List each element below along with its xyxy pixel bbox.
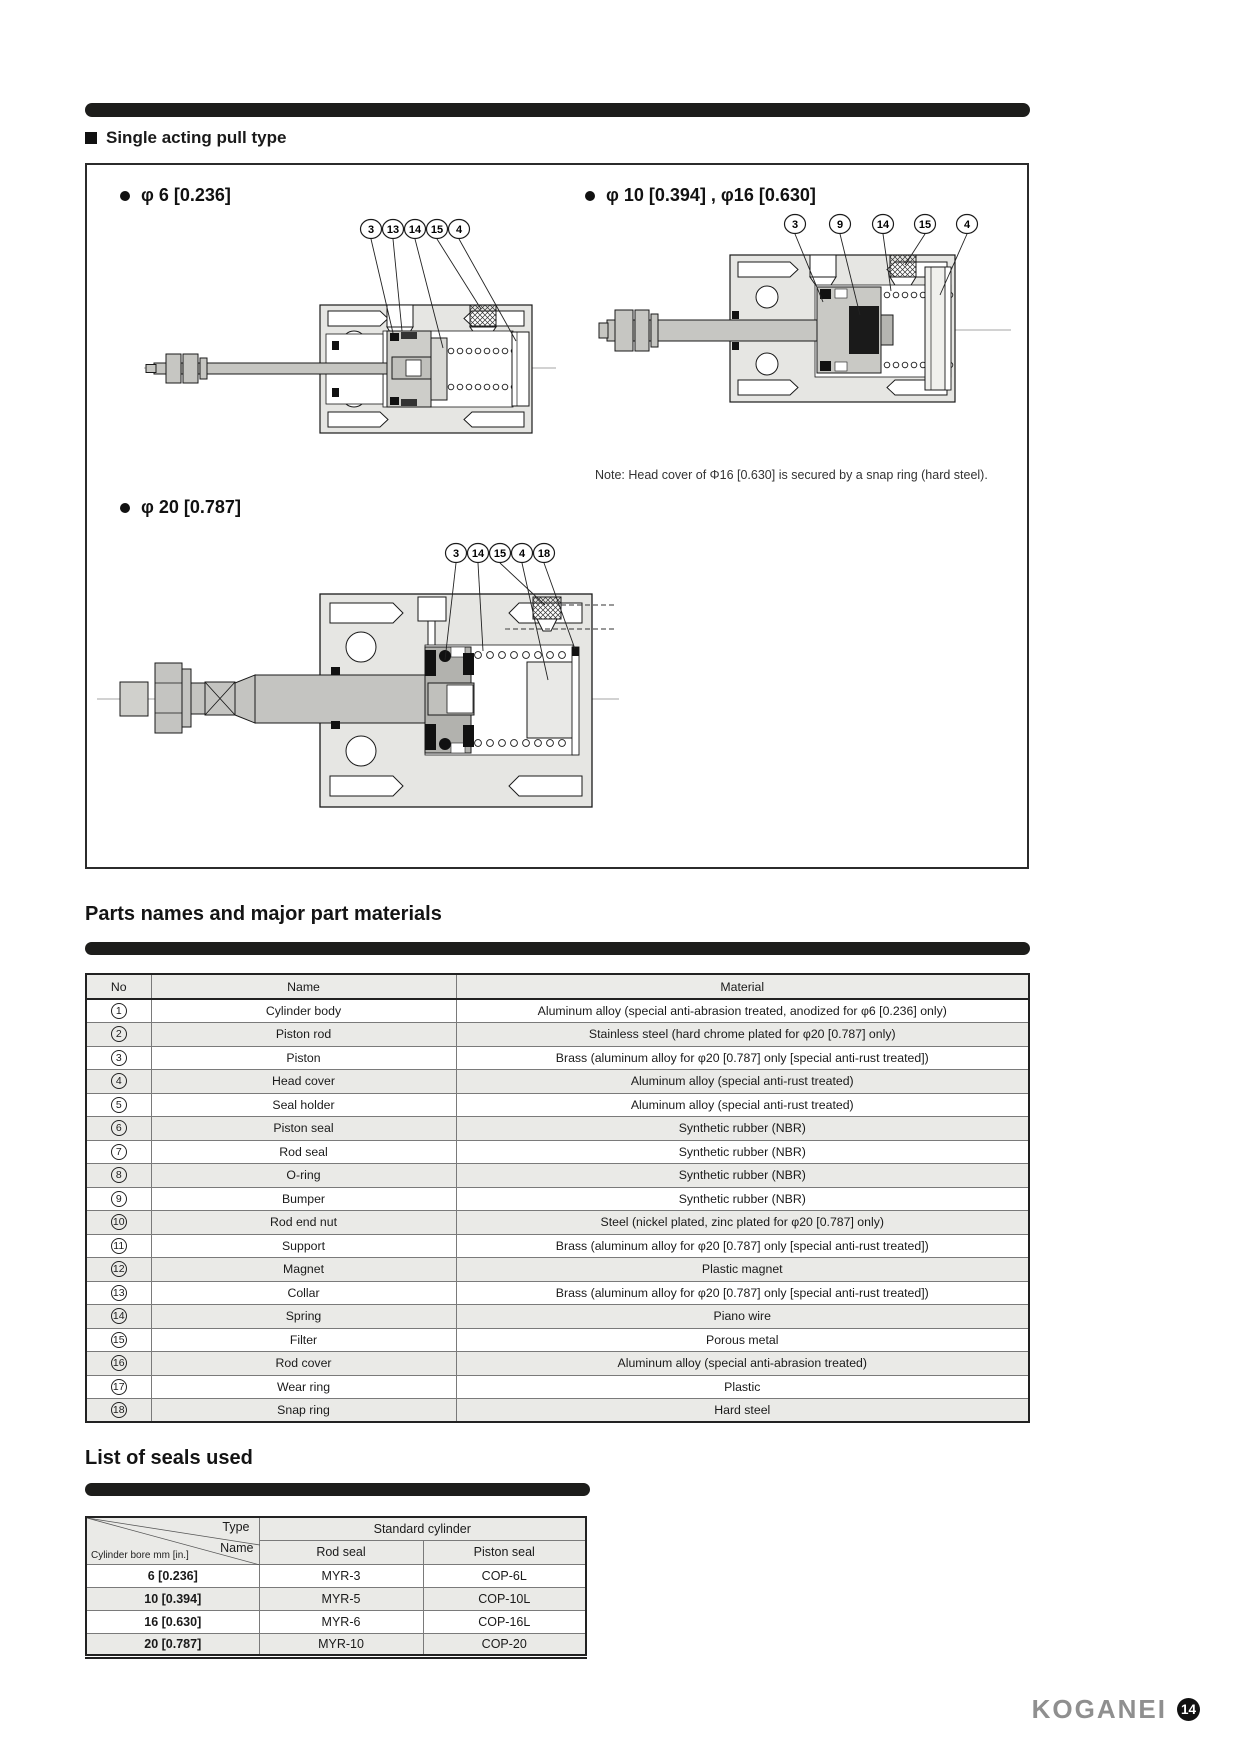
part-name-cell: Magnet <box>151 1258 456 1282</box>
part-name-cell: Piston <box>151 1046 456 1070</box>
part-number-badge: 5 <box>111 1097 127 1113</box>
mount-slot <box>330 776 403 796</box>
top-divider-bar <box>85 103 1030 117</box>
col-header-name: Name <box>151 974 456 999</box>
piston-seal-cell: COP-10L <box>423 1587 586 1610</box>
diagram-title-text: φ 6 [0.236] <box>141 185 231 205</box>
cylinder-diagram-phi20 <box>93 525 623 835</box>
part-number-badge: 17 <box>111 1379 127 1395</box>
part-material-cell: Synthetic rubber (NBR) <box>456 1187 1029 1211</box>
callout-bubbles <box>361 220 470 239</box>
bumper <box>849 306 879 354</box>
piston-rod <box>255 675 428 723</box>
part-no-cell <box>86 1093 151 1117</box>
port <box>418 597 446 621</box>
seals-row-1 <box>86 1564 586 1587</box>
parts-table <box>85 973 1030 1423</box>
koganei-logo: KOGANEI <box>1031 1694 1167 1724</box>
corner-type-label: Type <box>222 1520 250 1534</box>
part-number-badge: 2 <box>111 1026 127 1042</box>
part-name-cell: Piston rod <box>151 1023 456 1047</box>
parts-row-7 <box>86 1140 1029 1164</box>
snap-ring <box>945 267 951 390</box>
svg-text:13: 13 <box>386 224 400 236</box>
seals-table <box>85 1516 587 1659</box>
part-number-badge: 15 <box>111 1332 127 1348</box>
part-no-cell <box>86 1117 151 1141</box>
parts-row-2 <box>86 1023 1029 1047</box>
part-number-badge: 12 <box>111 1261 127 1277</box>
page-footer <box>930 1694 1200 1725</box>
part-material-cell: Aluminum alloy (special anti-rust treated) <box>456 1093 1029 1117</box>
part-material-cell: Brass (aluminum alloy for φ20 [0.787] only [special anti-rust treated]) <box>456 1234 1029 1258</box>
part-name-cell: Bumper <box>151 1187 456 1211</box>
svg-text:15: 15 <box>493 548 507 560</box>
svg-text:4: 4 <box>518 548 526 560</box>
o-ring <box>439 738 451 750</box>
seals-row-2 <box>86 1587 586 1610</box>
parts-row-18 <box>86 1399 1029 1423</box>
diagram-title-phi20 <box>120 497 241 518</box>
part-material-cell: Brass (aluminum alloy for φ20 [0.787] only [special anti-rust treated]) <box>456 1281 1029 1305</box>
through-hole <box>346 736 376 766</box>
mount-slot <box>328 311 388 326</box>
parts-section-title: Parts names and major part materials <box>85 903 442 925</box>
parts-row-1 <box>86 999 1029 1023</box>
piston-seal-cell: COP-6L <box>423 1564 586 1587</box>
parts-row-13 <box>86 1281 1029 1305</box>
magnet <box>401 332 417 339</box>
rod-thread <box>120 682 148 716</box>
piston-seal-cell: COP-20 <box>423 1633 586 1656</box>
rod-seal-cell: MYR-10 <box>259 1633 423 1656</box>
parts-row-9 <box>86 1187 1029 1211</box>
corner-header-cell <box>86 1517 259 1564</box>
o-ring <box>439 650 451 662</box>
svg-text:4: 4 <box>963 219 971 231</box>
part-no-cell <box>86 1399 151 1423</box>
parts-row-16 <box>86 1352 1029 1376</box>
section-title: Single acting pull type <box>106 128 287 147</box>
col-header-rod-seal: Rod seal <box>259 1541 423 1565</box>
snap-ring <box>572 647 579 755</box>
mount-slot <box>738 380 798 395</box>
part-number-badge: 11 <box>111 1238 127 1254</box>
part-material-cell: Synthetic rubber (NBR) <box>456 1164 1029 1188</box>
part-material-cell: Brass (aluminum alloy for φ20 [0.787] only [special anti-rust treated]) <box>456 1046 1029 1070</box>
part-material-cell: Piano wire <box>456 1305 1029 1329</box>
part-no-cell <box>86 1234 151 1258</box>
diagram-panel <box>85 163 1029 869</box>
rod-end-nut <box>155 663 182 733</box>
part-material-cell: Plastic magnet <box>456 1258 1029 1282</box>
mount-slot <box>464 412 524 427</box>
part-name-cell: Filter <box>151 1328 456 1352</box>
part-number-badge: 8 <box>111 1167 127 1183</box>
part-no-cell <box>86 1352 151 1376</box>
part-no-cell <box>86 999 151 1023</box>
parts-row-14 <box>86 1305 1029 1329</box>
parts-row-8 <box>86 1164 1029 1188</box>
group-header-standard-cylinder: Standard cylinder <box>259 1517 586 1541</box>
mount-slot <box>738 262 798 277</box>
page-number-badge: 14 <box>1177 1698 1200 1721</box>
part-name-cell: Piston seal <box>151 1117 456 1141</box>
bullet-icon <box>585 191 595 201</box>
diagram-title-phi10-16 <box>585 185 816 206</box>
rod-seal-cell: MYR-6 <box>259 1610 423 1633</box>
col-header-material: Material <box>456 974 1029 999</box>
svg-text:9: 9 <box>836 219 844 231</box>
part-name-cell: Spring <box>151 1305 456 1329</box>
cylinder-diagram-phi10-16 <box>595 207 1015 442</box>
square-bullet-icon <box>85 132 97 144</box>
part-name-cell: Seal holder <box>151 1093 456 1117</box>
parts-header-row <box>86 974 1029 999</box>
parts-row-12 <box>86 1258 1029 1282</box>
filter-hatch <box>890 255 916 277</box>
diagram-title-phi6 <box>120 185 231 206</box>
mount-slot <box>328 412 388 427</box>
part-number-badge: 18 <box>111 1402 127 1418</box>
corner-name-label: Name <box>220 1541 254 1555</box>
col-header-piston-seal: Piston seal <box>423 1541 586 1565</box>
part-number-badge: 13 <box>111 1285 127 1301</box>
callout-bubbles <box>785 215 978 234</box>
head-cover <box>527 662 573 738</box>
rod-seal-cell: MYR-5 <box>259 1587 423 1610</box>
part-number-badge: 7 <box>111 1144 127 1160</box>
part-name-cell: Head cover <box>151 1070 456 1094</box>
mount-slot <box>509 776 582 796</box>
bore-cell: 6 [0.236] <box>86 1564 259 1587</box>
col-header-no: No <box>86 974 151 999</box>
port <box>810 255 836 277</box>
part-no-cell <box>86 1281 151 1305</box>
part-number-badge: 3 <box>111 1050 127 1066</box>
section-heading <box>85 128 286 148</box>
part-material-cell: Aluminum alloy (special anti-abrasion treated) <box>456 1352 1029 1376</box>
diagram-title-text: φ 10 [0.394] , φ16 [0.630] <box>606 185 816 205</box>
bore-cell: 10 [0.394] <box>86 1587 259 1610</box>
through-hole <box>756 353 778 375</box>
part-material-cell: Synthetic rubber (NBR) <box>456 1140 1029 1164</box>
corner-bore-label: Cylinder bore mm [in.] <box>91 1549 189 1561</box>
part-no-cell <box>86 1140 151 1164</box>
parts-divider-bar <box>85 942 1030 955</box>
part-no-cell <box>86 1258 151 1282</box>
piston-seal-cell: COP-16L <box>423 1610 586 1633</box>
filter-hatch <box>533 597 561 619</box>
part-name-cell: Snap ring <box>151 1399 456 1423</box>
filter-hatch <box>470 305 496 327</box>
part-name-cell: Support <box>151 1234 456 1258</box>
seals-section-title: List of seals used <box>85 1447 253 1469</box>
part-material-cell: Steel (nickel plated, zinc plated for φ20 [0.787] only) <box>456 1211 1029 1235</box>
svg-text:4: 4 <box>455 224 463 236</box>
part-number-badge: 9 <box>111 1191 127 1207</box>
part-no-cell <box>86 1305 151 1329</box>
part-no-cell <box>86 1375 151 1399</box>
part-no-cell <box>86 1023 151 1047</box>
part-name-cell: Wear ring <box>151 1375 456 1399</box>
parts-row-10 <box>86 1211 1029 1235</box>
bullet-icon <box>120 191 130 201</box>
part-no-cell <box>86 1070 151 1094</box>
note-text: Note: Head cover of Φ16 [0.630] is secured by a snap ring (hard steel). <box>595 468 988 482</box>
svg-text:18: 18 <box>537 548 551 560</box>
part-no-cell <box>86 1328 151 1352</box>
parts-row-5 <box>86 1093 1029 1117</box>
part-no-cell <box>86 1046 151 1070</box>
cylinder-diagram-phi6 <box>140 205 560 445</box>
svg-text:14: 14 <box>471 548 485 560</box>
part-material-cell: Aluminum alloy (special anti-abrasion treated, anodized for φ6 [0.236] only) <box>456 999 1029 1023</box>
parts-row-15 <box>86 1328 1029 1352</box>
part-name-cell: O-ring <box>151 1164 456 1188</box>
part-name-cell: Rod end nut <box>151 1211 456 1235</box>
part-no-cell <box>86 1211 151 1235</box>
head-cover <box>512 332 529 406</box>
callout-bubbles <box>446 544 555 563</box>
part-number-badge: 10 <box>111 1214 127 1230</box>
part-material-cell: Synthetic rubber (NBR) <box>456 1117 1029 1141</box>
svg-text:15: 15 <box>918 219 932 231</box>
bore-cell: 16 [0.630] <box>86 1610 259 1633</box>
part-name-cell: Collar <box>151 1281 456 1305</box>
part-number-badge: 6 <box>111 1120 127 1136</box>
seals-row-4 <box>86 1633 586 1656</box>
parts-row-4 <box>86 1070 1029 1094</box>
part-no-cell <box>86 1187 151 1211</box>
part-number-badge: 1 <box>111 1003 127 1019</box>
svg-text:15: 15 <box>430 224 444 236</box>
part-name-cell: Rod seal <box>151 1140 456 1164</box>
parts-row-17 <box>86 1375 1029 1399</box>
svg-text:3: 3 <box>452 548 460 560</box>
part-no-cell <box>86 1164 151 1188</box>
part-number-badge: 16 <box>111 1355 127 1371</box>
svg-text:14: 14 <box>876 219 890 231</box>
svg-text:3: 3 <box>367 224 375 236</box>
part-number-badge: 4 <box>111 1073 127 1089</box>
part-material-cell: Hard steel <box>456 1399 1029 1423</box>
through-hole <box>346 632 376 662</box>
part-material-cell: Porous metal <box>456 1328 1029 1352</box>
seals-row-3 <box>86 1610 586 1633</box>
part-material-cell: Plastic <box>456 1375 1029 1399</box>
parts-row-6 <box>86 1117 1029 1141</box>
collar <box>431 338 447 400</box>
rod-seal-cell: MYR-3 <box>259 1564 423 1587</box>
part-name-cell: Rod cover <box>151 1352 456 1376</box>
diagram-title-text: φ 20 [0.787] <box>141 497 241 517</box>
mount-slot <box>330 603 403 623</box>
through-hole <box>756 286 778 308</box>
part-name-cell: Cylinder body <box>151 999 456 1023</box>
part-material-cell: Stainless steel (hard chrome plated for φ20 [0.787] only) <box>456 1023 1029 1047</box>
svg-text:14: 14 <box>408 224 422 236</box>
part-material-cell: Aluminum alloy (special anti-rust treated) <box>456 1070 1029 1094</box>
seals-divider-bar <box>85 1483 590 1496</box>
rod-end-nut <box>166 354 181 383</box>
port-stem <box>428 621 435 647</box>
parts-row-11 <box>86 1234 1029 1258</box>
bore-cell: 20 [0.787] <box>86 1633 259 1656</box>
parts-row-3 <box>86 1046 1029 1070</box>
seals-header-row-1 <box>86 1517 586 1541</box>
part-number-badge: 14 <box>111 1308 127 1324</box>
bullet-icon <box>120 503 130 513</box>
svg-text:3: 3 <box>791 219 799 231</box>
rod-end-nut <box>615 310 633 351</box>
